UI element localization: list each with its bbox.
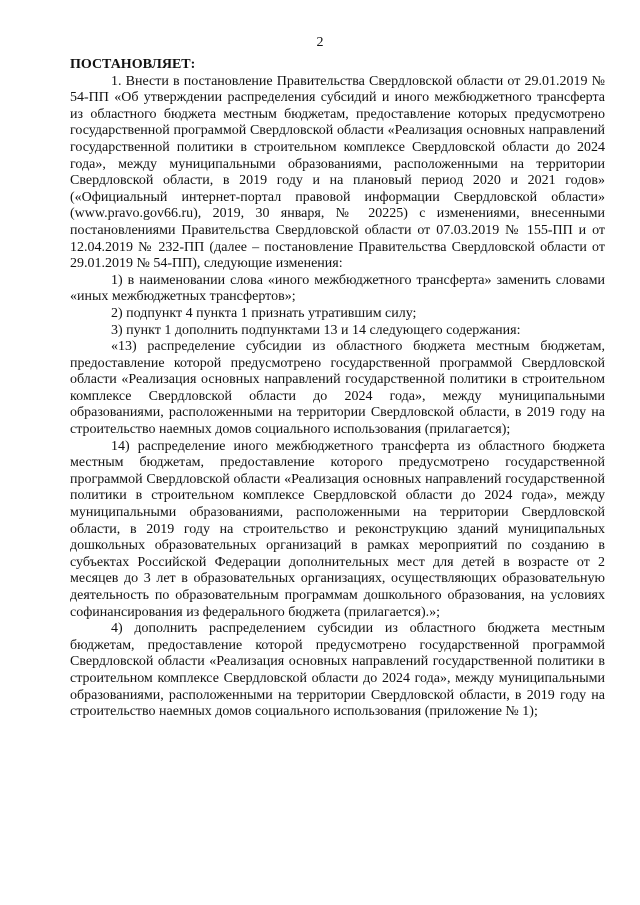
paragraph-subitem-1: 1) в наименовании слова «иного межбюджетного трансферта» заменить словами «иных межбюджетных трансфертов»; [70,272,605,305]
paragraph-subitem-2: 2) подпункт 4 пункта 1 признать утратившим силу; [111,305,417,321]
page-number: 2 [316,35,324,50]
paragraph-subitem-14: 14) распределение иного межбюджетного трансферта из областного бюджета местным бюджетам, предоставление которого предусмотрено государственной программой Свердловской области «Реализация основных направлений государственной политики в строительном комплексе Свердловской области до 2024 года», между муниципальными образованиями, расположенными на территории Свердловской области, в 2019 году на строительство и реконструкцию зданий муниципальных дошкольных образовательных организаций в рамках мероприятий по созданию в субъектах Российской Федерации дополнительных мест для детей в возрасте от 2 месяцев до 3 лет в образовательных организациях, осуществляющих образовательную деятельность по образовательным программам дошкольного образования, на условиях софинансирования из федерального бюджета (прилагается).»; [70,438,605,620]
paragraph-subitem-3: 3) пункт 1 дополнить подпунктами 13 и 14 следующего содержания: [111,322,521,338]
paragraph-subitem-4: 4) дополнить распределением субсидии из областного бюджета местным бюджетам, предоставление которой предусмотрено государственной программой Свердловской области «Реализация основных направлений государственной политики в строительном комплексе Свердловской области до 2024 года», между муниципальными образованиями, расположенными на территории Свердловской области, в 2019 году на строительство наемных домов социального использования (приложение № 1); [70,621,605,720]
document-body [70,57,605,721]
resolution-heading: ПОСТАНОВЛЯЕТ: [70,57,196,72]
paragraph-item-1: 1. Внести в постановление Правительства Свердловской области от 29.01.2019 № 54-ПП «Об утверждении распределения субсидий и иного межбюджетного трансферта из областного бюджета местным бюджетам, предоставление которых предусмотрено государственной программой Свердловской области «Реализация основных направлений государственной политики в строительном комплексе Свердловской области до 2024 года», между муниципальными образованиями, расположенными на территории Свердловской области, в 2019 году и на плановый период 2020 и 2021 годов» («Официальный интернет-портал правовой информации Свердловской области» (www.pravo.gov66.ru), 2019, 30 января, № 20225) с изменениями, внесенными постановлениями Правительства Свердловской области от 07.03.2019 № 155-ПП и от 12.04.2019 № 232-ПП (далее – постановление Правительства Свердловской области от 29.01.2019 № 54-ПП), следующие изменения: [70,73,605,272]
paragraph-subitem-13: «13) распределение субсидии из областного бюджета местным бюджетам, предоставление которой предусмотрено государственной программой Свердловской области «Реализация основных направлений государственной политики в строительном комплексе Свердловской области до 2024 года», между муниципальными образованиями, расположенными на территории Свердловской области, в 2019 году на строительство наемных домов социального использования (прилагается); [70,339,605,438]
